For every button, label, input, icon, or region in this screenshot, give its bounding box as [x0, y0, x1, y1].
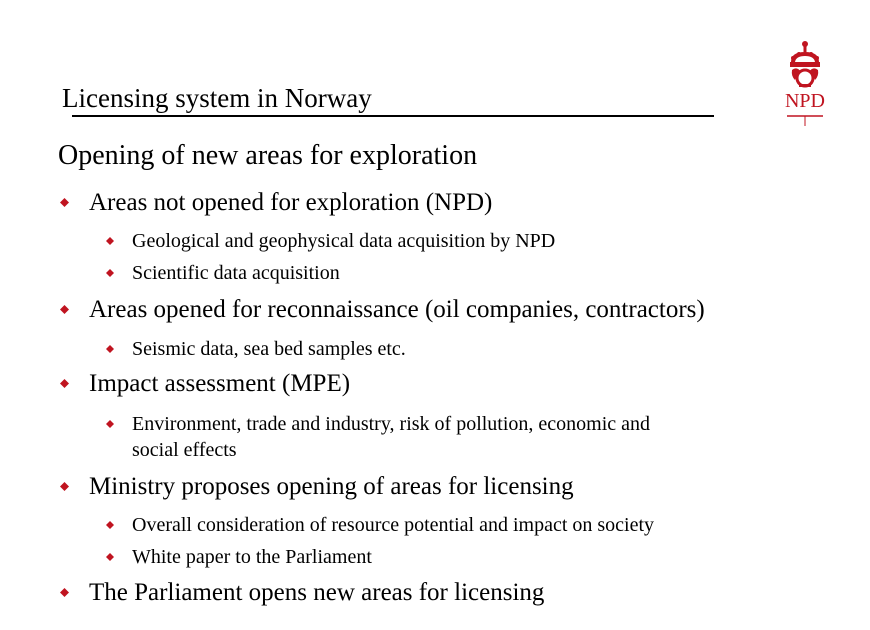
sub-bullet-text: Environment, trade and industry, risk of pollution, economic and: [132, 413, 651, 435]
bullet-diamond-icon: [106, 521, 114, 529]
bullet-text: The Parliament opens new areas for licensing: [89, 579, 545, 606]
logo-text: NPD: [784, 90, 825, 112]
bullet-diamond-icon: [106, 345, 114, 353]
slide-subtitle: Opening of new areas for exploration: [58, 140, 478, 171]
bullet-diamond-icon: [106, 420, 114, 428]
sub-bullet-text: Seismic data, sea bed samples etc.: [132, 338, 406, 360]
bullet-diamond-icon: [60, 482, 69, 491]
bullet-diamond-icon: [106, 269, 114, 277]
bullet-text: Impact assessment (MPE): [89, 370, 351, 397]
slide-title: Licensing system in Norway: [62, 83, 372, 113]
bullet-diamond-icon: [60, 588, 69, 597]
bullet-diamond-icon: [106, 553, 114, 561]
sub-bullet-text: Geological and geophysical data acquisition by NPD: [132, 230, 556, 252]
bullet-diamond-icon: [60, 379, 69, 388]
bullet-text: Areas opened for reconnaissance (oil companies, contractors): [89, 296, 705, 323]
bullet-diamond-icon: [60, 198, 69, 207]
title-underline: [72, 115, 714, 117]
logo-ornament-icon: [777, 114, 833, 128]
npd-logo: [777, 40, 833, 128]
bullet-diamond-icon: [106, 237, 114, 245]
sub-bullet-text: Scientific data acquisition: [132, 262, 340, 284]
crown-icon: [777, 40, 833, 92]
sub-bullet-text: Overall consideration of resource potential and impact on society: [132, 514, 655, 536]
bullet-text: Areas not opened for exploration (NPD): [89, 189, 493, 216]
sub-bullet-text: White paper to the Parliament: [132, 546, 372, 568]
sub-bullet-text: social effects: [132, 439, 237, 461]
bullet-diamond-icon: [60, 305, 69, 314]
bullet-text: Ministry proposes opening of areas for licensing: [89, 473, 574, 500]
